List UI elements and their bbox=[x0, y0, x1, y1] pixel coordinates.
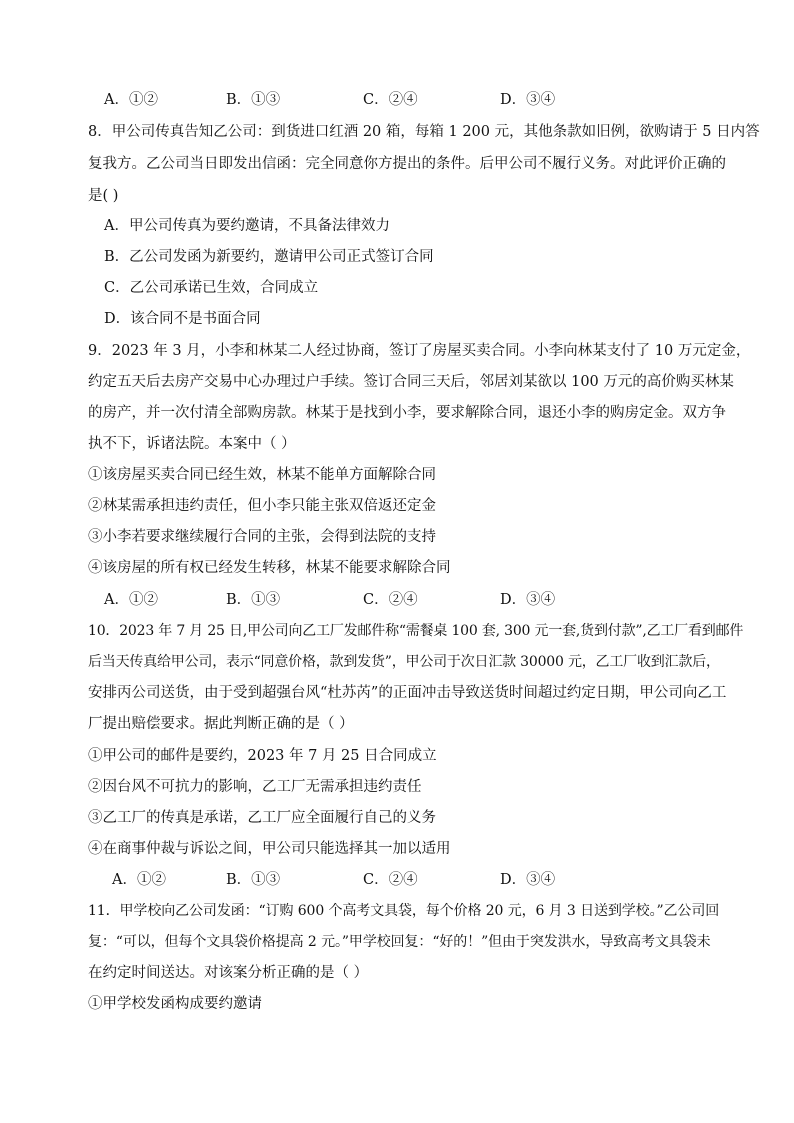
q10-stem-line-3: 安排丙公司送货，由于受到超强台风“杜苏芮”的正面冲击导致送货时间超过约定日期，甲公司向乙工 bbox=[88, 685, 727, 701]
q8-stem-line-3: 是( ) bbox=[88, 188, 119, 204]
q8-stem-line-2: 复我方。乙公司当日即发出信函：完全同意你方提出的条件。后甲公司不履行义务。对此评价正确的 bbox=[88, 156, 726, 172]
q10-option-c: C．②④ bbox=[363, 872, 418, 888]
q7-option-d: D．③④ bbox=[500, 92, 556, 108]
q11-stem-line-2: 复：“可以，但每个文具袋价格提高 2 元。”甲学校回复：“好的！”但由于突发洪水，导致高考文具袋未 bbox=[88, 934, 711, 950]
q11-stem-line-3: 在约定时间送达。对该案分析正确的是（ ） bbox=[88, 965, 369, 981]
q7-option-c: C．②④ bbox=[363, 92, 418, 108]
q8-choice-a: A．甲公司传真为要约邀请，不具备法律效力 bbox=[104, 218, 390, 234]
q9-stem-line-3: 的房产，并一次付清全部购房款。林某于是找到小李，要求解除合同，退还小李的购房定金。双方争 bbox=[88, 405, 726, 421]
q9-stem-line-2: 约定五天后去房产交易中心办理过户手续。签订合同三天后，邻居刘某欲以 100 万元的高价购买林某 bbox=[88, 374, 734, 390]
q10-statement-1: ①甲公司的邮件是要约，2023 年 7 月 25 日合同成立 bbox=[88, 748, 437, 764]
q8-stem-line-1: 8．甲公司传真告知乙公司：到货进口红酒 20 箱，每箱 1 200 元，其他条款如旧例，欲购请于 5 日内答 bbox=[88, 124, 760, 140]
q9-options bbox=[0, 590, 794, 610]
q8-choice-c: C．乙公司承诺已生效，合同成立 bbox=[104, 280, 319, 296]
q10-stem-line-2: 后当天传真给甲公司，表示“同意价格，款到发货”，甲公司于次日汇款 30000 元，乙工厂收到汇款后， bbox=[88, 654, 720, 670]
q7-option-b: B．①③ bbox=[226, 92, 281, 108]
q9-statement-1: ①该房屋买卖合同已经生效，林某不能单方面解除合同 bbox=[88, 467, 436, 483]
q10-statement-4: ④在商事仲裁与诉讼之间，甲公司只能选择其一加以适用 bbox=[88, 841, 451, 857]
q10-option-b: B．①③ bbox=[226, 872, 281, 888]
q7-option-a: A．①② bbox=[104, 92, 158, 108]
q9-stem-line-4: 执不下，诉诸法院。本案中（ ） bbox=[88, 436, 296, 452]
q10-options bbox=[0, 870, 794, 890]
q9-option-c: C．②④ bbox=[363, 592, 418, 608]
q8-choice-d: D．该合同不是书面合同 bbox=[104, 311, 261, 327]
q10-stem-line-1: 10．2023 年 7 月 25 日,甲公司向乙工厂发邮件称“需餐桌 100 套, 300 元一套,货到付款”,乙工厂看到邮件 bbox=[88, 623, 744, 639]
q9-statement-2: ②林某需承担违约责任，但小李只能主张双倍返还定金 bbox=[88, 498, 436, 514]
q11-stem-line-1: 11．甲学校向乙公司发函：“订购 600 个高考文具袋，每个价格 20 元，6 月 3 日送到学校。”乙公司回 bbox=[88, 903, 720, 919]
q10-stem-line-4: 厂提出赔偿要求。据此判断正确的是（ ） bbox=[88, 716, 354, 732]
q9-stem-line-1: 9．2023 年 3 月，小李和林某二人经过协商，签订了房屋买卖合同。小李向林某支付了 10 万元定金， bbox=[88, 343, 751, 359]
q10-statement-3: ③乙工厂的传真是承诺，乙工厂应全面履行自己的义务 bbox=[88, 810, 436, 826]
q7-options bbox=[0, 90, 794, 110]
q10-option-a: A．①② bbox=[112, 872, 166, 888]
q9-option-a: A．①② bbox=[104, 592, 158, 608]
q10-option-d: D．③④ bbox=[500, 872, 556, 888]
q9-option-b: B．①③ bbox=[226, 592, 281, 608]
q9-statement-3: ③小李若要求继续履行合同的主张，会得到法院的支持 bbox=[88, 529, 436, 545]
q9-statement-4: ④该房屋的所有权已经发生转移，林某不能要求解除合同 bbox=[88, 560, 451, 576]
q9-option-d: D．③④ bbox=[500, 592, 556, 608]
q8-choice-b: B．乙公司发函为新要约，邀请甲公司正式签订合同 bbox=[104, 249, 434, 265]
q10-statement-2: ②因台风不可抗力的影响，乙工厂无需承担违约责任 bbox=[88, 779, 422, 795]
q11-statement-1: ①甲学校发函构成要约邀请 bbox=[88, 996, 262, 1012]
